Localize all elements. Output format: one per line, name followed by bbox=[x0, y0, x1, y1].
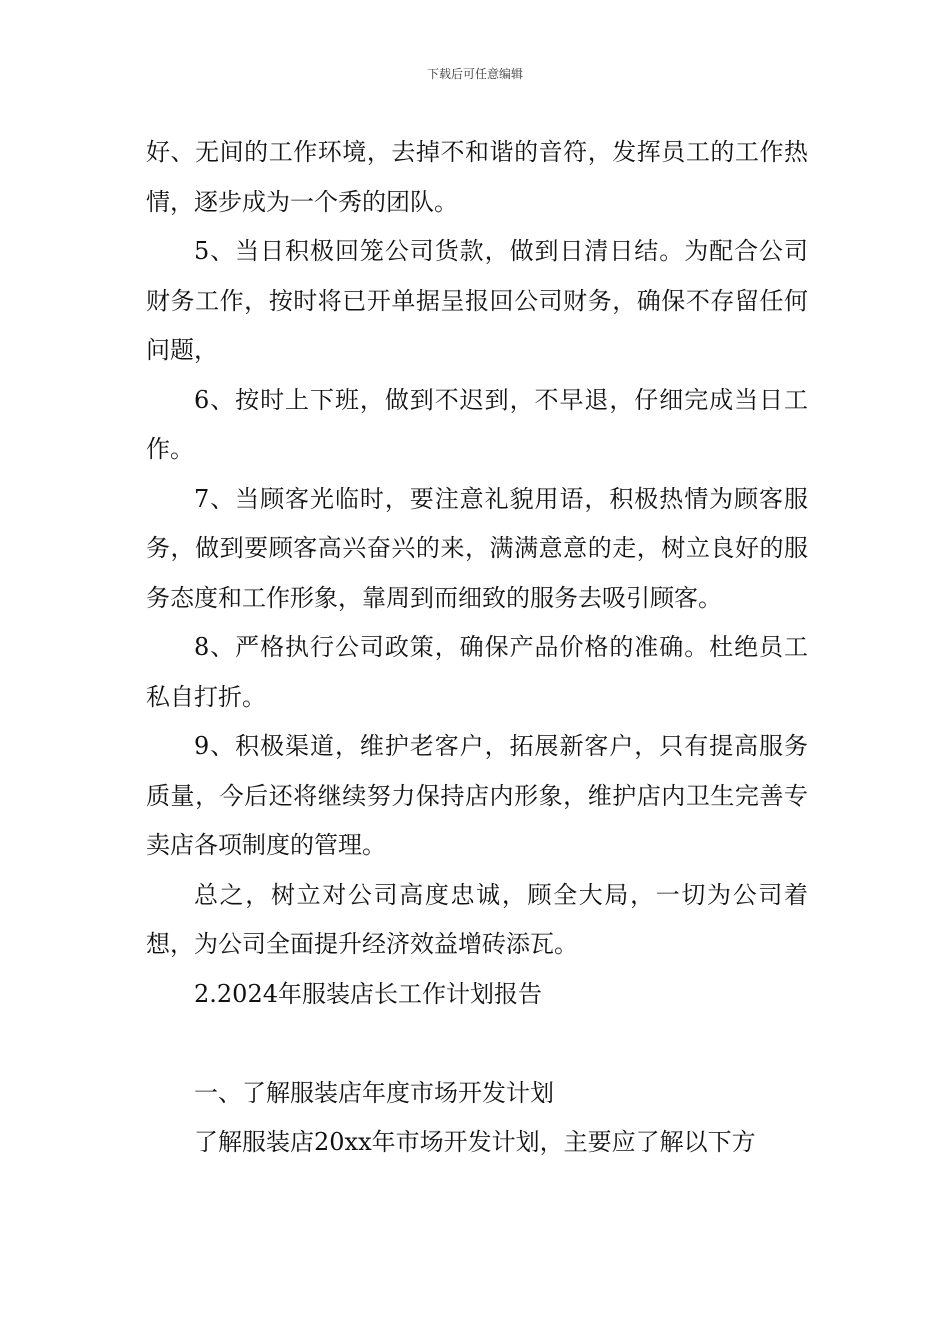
section-heading-report: 2.2024年服装店长工作计划报告 bbox=[194, 979, 542, 1008]
document-body bbox=[146, 128, 808, 1168]
paragraph-item-7: 7、当顾客光临时，要注意礼貌用语，积极热情为顾客服务，做到要顾客高兴奋兴的来，满满意意的走，树立良好的服务态度和工作形象，靠周到而细致的服务去吸引顾客。 bbox=[146, 484, 808, 612]
blank-line bbox=[146, 1019, 808, 1069]
paragraph-item-9: 9、积极渠道，维护老客户，拓展新客户，只有提高服务质量，今后还将继续努力保持店内形象，维护店内卫生完善专卖店各项制度的管理。 bbox=[146, 732, 808, 859]
paragraph-market-plan: 了解服装店20xx年市场开发计划，主要应了解以下方 bbox=[194, 1128, 756, 1156]
subsection-heading: 一、了解服装店年度市场开发计划 bbox=[194, 1078, 554, 1107]
paragraph-summary: 总之，树立对公司高度忠诚，顾全大局，一切为公司着想，为公司全面提升经济效益增砖添瓦。 bbox=[146, 880, 808, 958]
paragraph-continuation: 好、无间的工作环境，去掉不和谐的音符，发挥员工的工作热情，逐步成为一个秀的团队。 bbox=[146, 138, 808, 216]
paragraph-item-5: 5、当日积极回笼公司货款，做到日清日结。为配合公司财务工作，按时将已开单据呈报回公司财务，确保不存留任何问题， bbox=[146, 237, 808, 364]
paragraph-item-8: 8、严格执行公司政策，确保产品价格的准确。杜绝员工私自打折。 bbox=[146, 633, 808, 711]
page-header-note: 下载后可任意编辑 bbox=[426, 67, 523, 81]
paragraph-item-6: 6、按时上下班，做到不迟到，不早退，仔细完成当日工作。 bbox=[146, 385, 808, 463]
